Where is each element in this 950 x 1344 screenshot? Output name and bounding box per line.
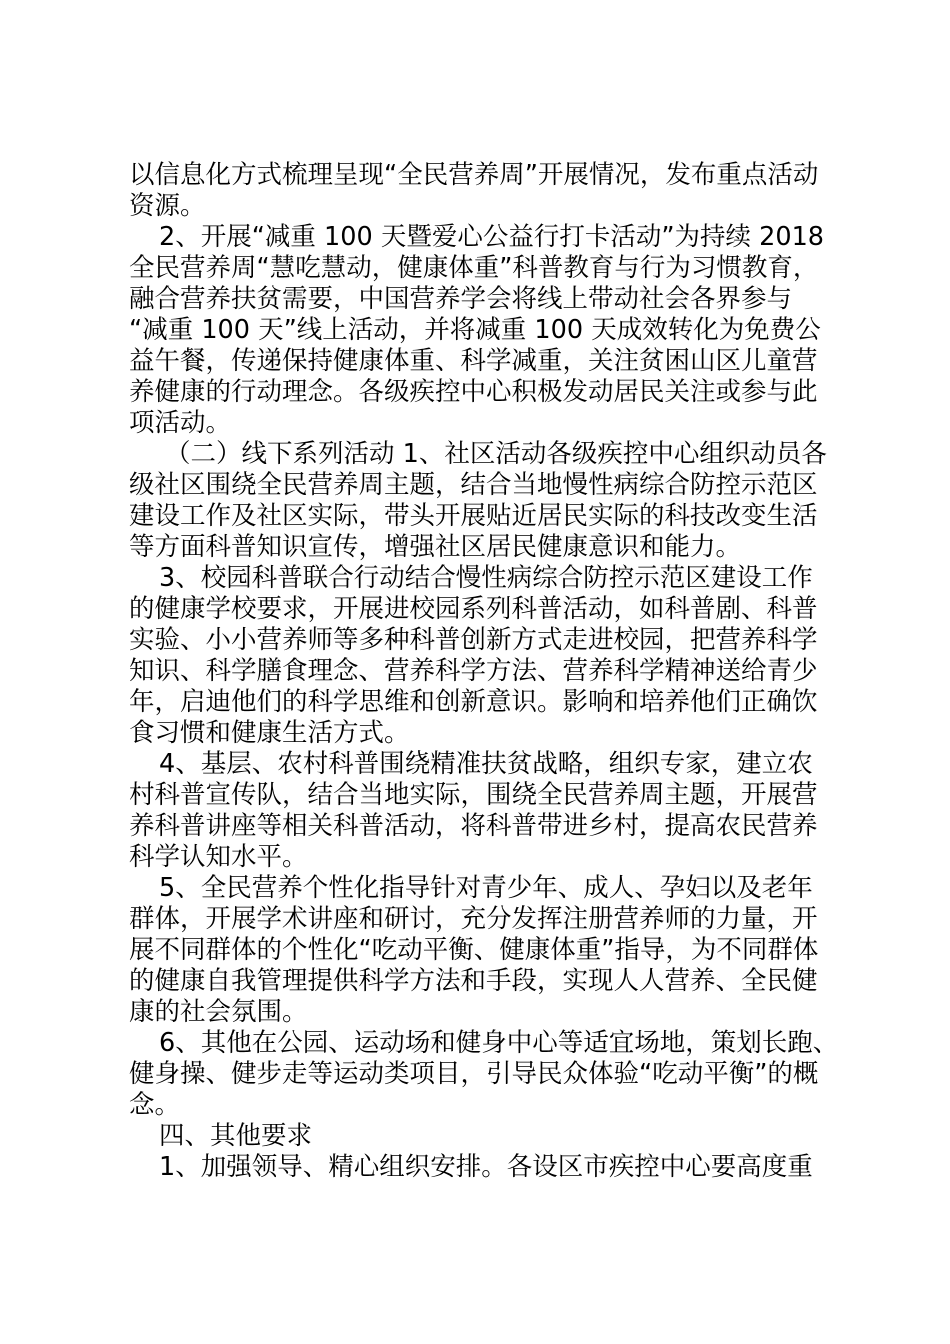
text-line: 科学认知水平。 — [129, 842, 308, 872]
text-line: 项活动。 — [129, 408, 232, 438]
text-line: 健身操、健步走等运动类项目，引导民众体验“吃动平衡”的概 — [129, 1059, 819, 1089]
text-line: 3、校园科普联合行动结合慢性病综合防控示范区建设工作 — [159, 563, 813, 593]
text-line: 康的社会氛围。 — [129, 997, 308, 1027]
text-line: 养科普讲座等相关科普活动，将科普带进乡村，提高农民营养 — [129, 811, 818, 841]
text-line: 2、开展“减重 100 天暨爱心公益行打卡活动”为持续 2018 — [159, 222, 825, 252]
text-line: 级社区围绕全民营养周主题，结合当地慢性病综合防控示范区 — [129, 470, 818, 500]
text-line: 实验、小小营养师等多种科普创新方式走进校园，把营养科学 — [129, 625, 818, 655]
text-line: 以信息化方式梳理呈现“全民营养周”开展情况，发布重点活动 — [129, 160, 819, 190]
text-line: 年，启迪他们的科学思维和创新意识。影响和培养他们正确饮 — [129, 687, 818, 717]
text-line: 全民营养周“慧吃慧动，健康体重”科普教育与行为习惯教育， — [129, 253, 819, 283]
text-line: 村科普宣传队，结合当地实际，围绕全民营养周主题，开展营 — [129, 780, 818, 810]
text-line: 建设工作及社区实际，带头开展贴近居民实际的科技改变生活 — [129, 501, 818, 531]
text-line: 益午餐，传递保持健康体重、科学减重，关注贫困山区儿童营 — [129, 346, 818, 376]
text-line: 5、全民营养个性化指导针对青少年、成人、孕妇以及老年 — [159, 873, 813, 903]
text-line: 念。 — [129, 1090, 181, 1120]
text-line: 6、其他在公园、运动场和健身中心等适宜场地，策划长跑、 — [159, 1028, 839, 1058]
text-line: 的健康学校要求，开展进校园系列科普活动，如科普剧、科普 — [129, 594, 818, 624]
text-line: 食习惯和健康生活方式。 — [129, 718, 410, 748]
text-line: 知识、科学膳食理念、营养科学方法、营养科学精神送给青少 — [129, 656, 818, 686]
text-line: 等方面科普知识宣传，增强社区居民健康意识和能力。 — [129, 532, 742, 562]
text-line: 1、加强领导、精心组织安排。各设区市疾控中心要高度重 — [159, 1152, 813, 1182]
text-line: 群体，开展学术讲座和研讨，充分发挥注册营养师的力量，开 — [129, 904, 818, 934]
text-line: （二）线下系列活动 1、社区活动各级疾控中心组织动员各 — [165, 439, 827, 469]
document-body — [129, 160, 839, 1183]
text-line: 养健康的行动理念。各级疾控中心积极发动居民关注或参与此 — [129, 377, 818, 407]
text-line: “减重 100 天”线上活动，并将减重 100 天成效转化为免费公 — [129, 315, 821, 345]
text-line: 资源。 — [129, 191, 206, 221]
text-line: 4、基层、农村科普围绕精准扶贫战略，组织专家，建立农 — [159, 749, 813, 779]
text-line: 的健康自我管理提供科学方法和手段，实现人人营养、全民健 — [129, 966, 818, 996]
text-line: 融合营养扶贫需要，中国营养学会将线上带动社会各界参与 — [129, 284, 793, 314]
text-line: 展不同群体的个性化“吃动平衡、健康体重”指导，为不同群体 — [129, 935, 819, 965]
section-heading: 四、其他要求 — [159, 1121, 313, 1151]
